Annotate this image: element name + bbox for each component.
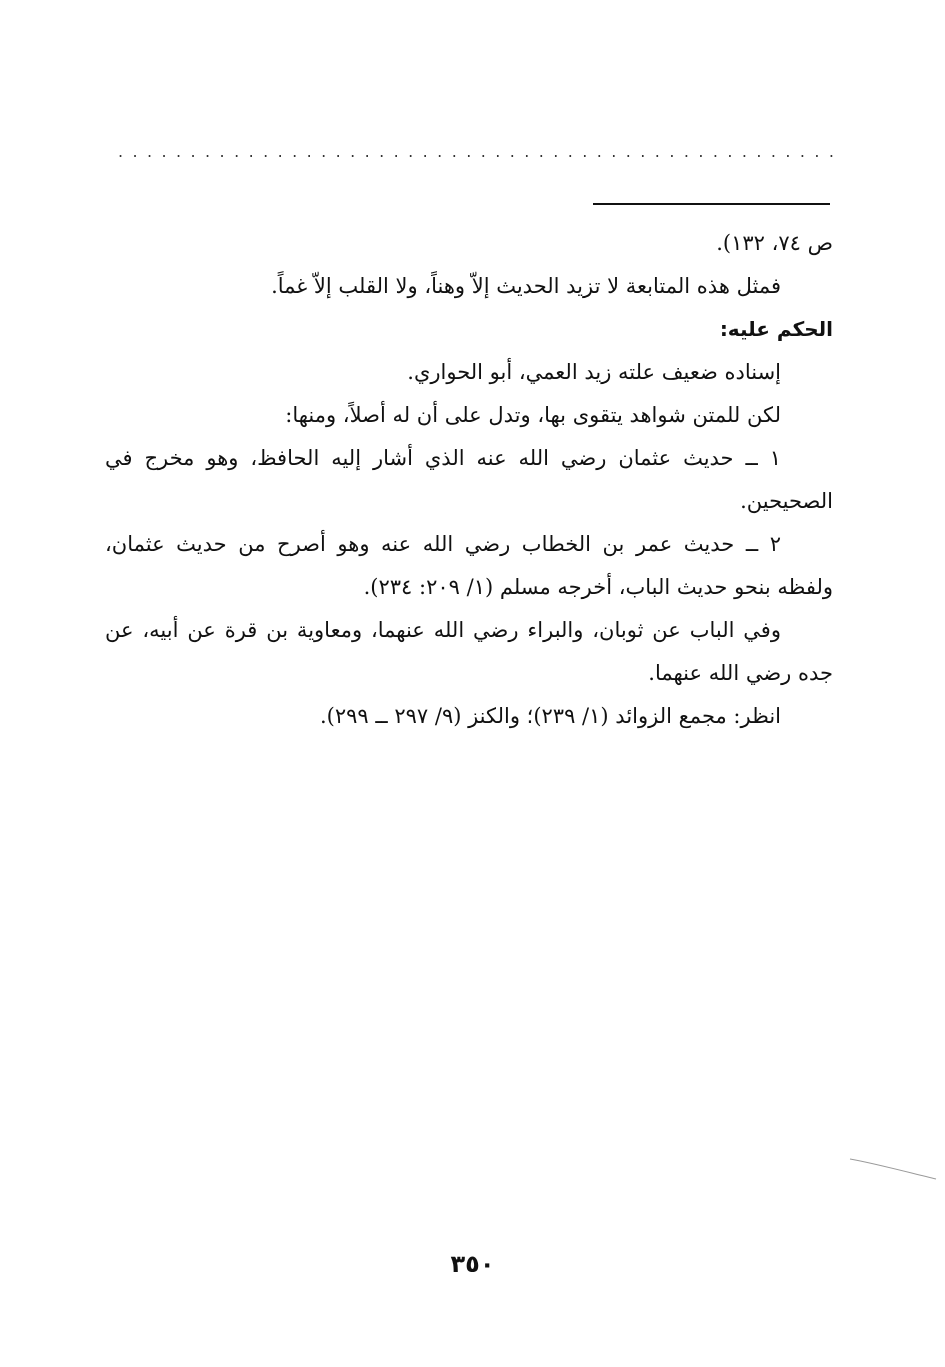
separator-dots: . . . . . . . . . . . . . . . . . . . . . . . . . . . . . . . . . . . . . . . . . . . . . . . . . . [118,142,834,161]
footnote-reference: ص ٧٤، ١٣٢). [716,231,833,255]
item-1-line-1: ١ ــ حديث عثمان رضي الله عنه الذي أشار إليه الحافظ، وهو مخرج في [105,446,781,470]
shawahid-paragraph: لكن للمتن شواهد يتقوى بها، وتدل على أن له أصلاً، ومنها: [285,403,781,427]
scan-artifact-line [848,1155,938,1183]
item-2-line-1: ٢ ــ حديث عمر بن الخطاب رضي الله عنه وهو أصرح من حديث عثمان، [105,532,781,556]
isnad-paragraph: إسناده ضعيف علته زيد العمي، أبو الحواري. [407,360,781,384]
bab-line-1: وفي الباب عن ثوبان، والبراء رضي الله عنهما، ومعاوية بن قرة عن أبيه، عن [105,618,781,642]
ruling-heading: الحكم عليه: [719,317,833,341]
follow-up-paragraph: فمثل هذه المتابعة لا تزيد الحديث إلاّ وهناً، ولا القلب إلاّ غماً. [271,274,781,298]
item-2-line-2: ولفظه بنحو حديث الباب، أخرجه مسلم (١/ ٢٠٩: ٢٣٤). [363,575,833,599]
bab-line-2: جده رضي الله عنهما. [648,661,833,685]
references-line: انظر: مجمع الزوائد (١/ ٢٣٩)؛ والكنز (٩/ ٢٩٧ ــ ٢٩٩). [319,704,781,728]
footnote-rule [593,203,830,205]
page-number: ٣٥٠ [450,1250,495,1278]
item-1-line-2: الصحيحين. [740,489,833,513]
main-text [105,222,833,738]
